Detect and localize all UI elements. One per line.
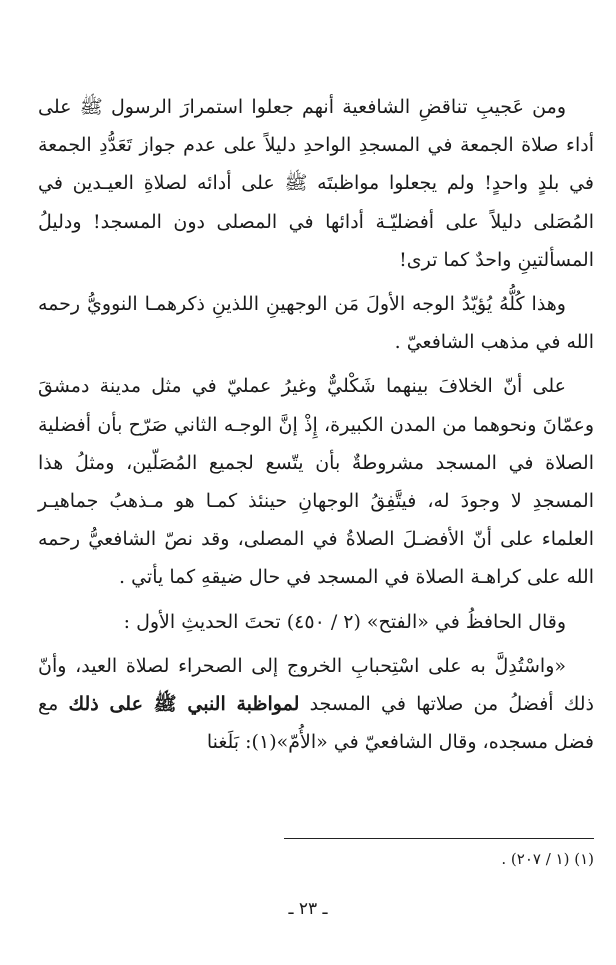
paragraph-2: وهذا كُلُّهُ يُؤيّدُ الوجه الأولَ مَن الوجهينِ اللذينِ ذكرهمـا النوويُّ رحمه الله في مذهب الشافعيّ . <box>38 293 594 354</box>
paragraph-3: على أنّ الخلافَ بينهما شَكْليٌّ وغيرُ عمليّ في مثل مدينة دمشقَ وعمّانَ ونحوهما من المدن الكبيرة، إِذْ إنَّ الوجـه الثاني صَرّح بأن أفضلية الصلاة في المسجد مشروطةٌ بأن يتّسع لجميع المُصَلّين، ومثلُ هذا المسجدِ لا وجودَ له، فيتَّفِقُ الوجهانِ حينئذ كمـا هو مـذهبُ جماهيـر العلماء على أنّ الأفضـلَ الصلاةُ في المصلى، وقد نصّ الشافعيُّ رحمه الله على كراهـة الصلاة في المسجد في حال ضيقهِ كما يأتي . <box>38 375 594 589</box>
page-number: ـ ٢٣ ـ <box>288 899 328 919</box>
paragraph-4: وقال الحافظُ في «الفتح» (٢ / ٤٥٠) تحتَ الحديثِ الأول : <box>123 610 566 633</box>
quote-bold-text: لمواظبة النبي ﷺ على ذلك <box>68 693 300 716</box>
paragraph-1: ومن عَجيبِ تناقضِ الشافعية أنهم جعلوا استمرارَ الرسول ﷺ على أداء صلاة الجمعة في المسجدِ الواحدِ دليلاً على عدم جواز تَعَدُّدِ الجمعة في بلدٍ واحدٍ! ولم يجعلوا مواظبتَه ﷺ على أدائه لصلاةِ العيـدين في المُصَلى دليلاً على أفضليّـة أدائها في المصلى دون المسجد! ودليلُ المسألتينِ واحدٌ كما ترى! <box>38 96 594 271</box>
quote-text-middle: مع فضل مسجده، وقال الشافعيّ في «الأُمّ» <box>38 693 594 754</box>
paragraph-5 <box>38 647 594 762</box>
footnote-1: (١) (١ / ٢٠٧) . <box>501 850 594 868</box>
footnote-reference: (١) <box>251 731 277 754</box>
quote-text-end: : بَلَغنا <box>206 731 252 754</box>
page-body <box>38 88 594 761</box>
footnote-divider <box>284 838 594 839</box>
quote-text-start: «واسْتُدِلَّ به على اسْتِحبابِ الخروج إلى الصحراء لصلاة العيد، وأنّ ذلك أفضلُ من صلاتها في المسجد <box>38 654 594 716</box>
